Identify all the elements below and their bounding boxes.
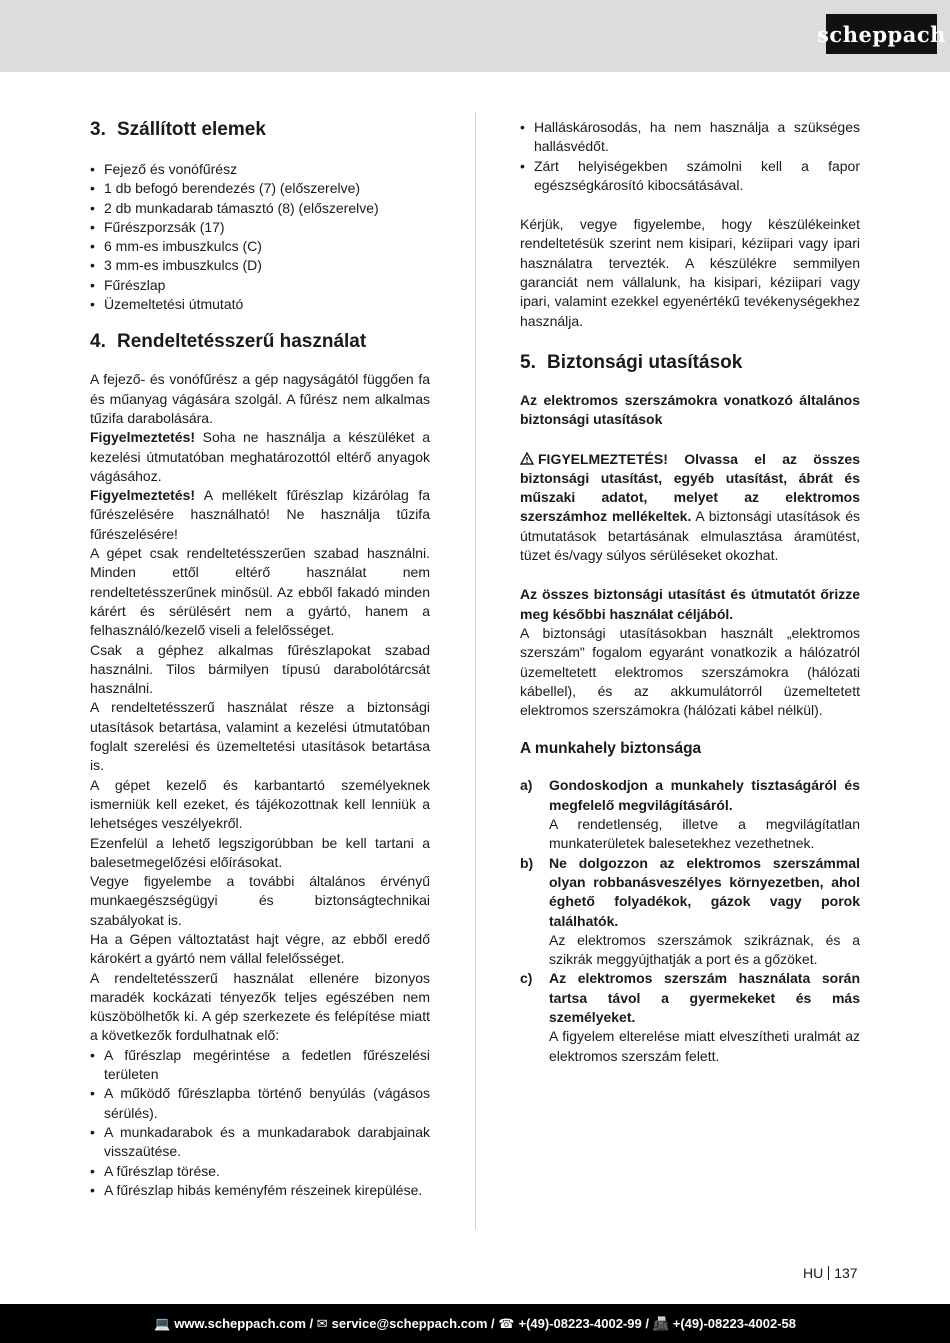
risk-list-continued <box>520 118 860 195</box>
paragraph: A rendeltetésszerű használat része a biztonsági utasítások betartása, valamint a kezelési útmutatóban foglalt szerelési és üzemeltetési utasítások betartása is. <box>90 699 430 774</box>
section-5-heading: 5. Biztonsági utasítások <box>520 351 743 373</box>
paragraph: Vegye figyelembe a további általános érvényű munkaegészségügyi és biztonságtechnikai szabályokat is. <box>90 873 430 928</box>
workplace-safety-heading: A munkahely biztonsága <box>520 740 702 758</box>
list-item: • Zárt helyiségekben számolni kell a fapor egészségkárosító kibocsátásával. <box>520 157 860 196</box>
safety-list <box>520 776 860 1065</box>
list-item: • A működő fűrészlapba történő benyúlás (vágásos sérülés). <box>90 1084 430 1123</box>
warning-paragraph: Figyelmeztetés! A mellékelt fűrészlap kizárólag fa fűrészelésére használható! Ne használja tűzifa fűrészelésére! <box>90 487 430 542</box>
paragraph: Csak a géphez alkalmas fűrészlapokat szabad használni. Tilos bármilyen típusú darabolótárcsát használni. <box>90 641 430 697</box>
paragraph: Ezenfelül a lehető legszigorúbban be kell tartani a balesetmegelőzési előírásokat. <box>90 834 430 870</box>
paragraph: A gépet csak rendeltetésszerűen szabad használni. Minden ettől eltérő használat nem rendeltetésszerűnek minősül. Az ebből fakadó minden kárért és sérülésért nem a gyártó, hanem a felhasználó/kezelő viseli a felelősséget. <box>90 545 430 639</box>
right-column <box>520 118 860 1066</box>
list-item: • 1 db befogó berendezés (7) (előszerelve) <box>90 179 430 198</box>
page-number <box>803 1265 858 1281</box>
list-item: • 6 mm-es imbuszkulcs (C) <box>90 237 430 256</box>
paragraph: A fejező- és vonófűrész a gép nagyságától függően fa és műanyag vágására szolgál. A fűrész nem alkalmas tűzifa darabolására. <box>90 371 430 426</box>
list-item: • Fűrészporzsák (17) <box>90 218 430 237</box>
list-item: • 3 mm-es imbuszkulcs (D) <box>90 256 430 275</box>
warning-paragraph: FIGYELMEZTETÉS! Olvassa el az összes biztonsági utasítást, egyéb utasítást, ábrát és műszaki adatot, melyet az elektromos szerszámhoz mellékeltek. A biztonsági utasítások és útmutatások betartásának elmulasztása áramütést, tüzet és/vagy súlyos sérüléseket okozhat. <box>520 450 860 564</box>
list-item: • A fűrészlap megérintése a fedetlen fűrészelési területen <box>90 1046 430 1085</box>
page-lang: HU <box>803 1265 824 1281</box>
warning-icon <box>520 452 534 465</box>
footer-web: www.scheppach.com <box>174 1316 306 1331</box>
email-icon: ✉ <box>316 1315 328 1331</box>
list-item: • Üzemeltetési útmutató <box>90 295 430 314</box>
list-item: • A fűrészlap hibás keményfém részeinek kirepülése. <box>90 1181 430 1200</box>
page-num: 137 <box>834 1265 858 1281</box>
brand-logo <box>817 14 946 54</box>
list-item: a) Gondoskodjon a munkahely tisztaságáról és megfelelő megvilágításáról. A rendetlenség, illetve a megvilágítatlan munkaterületek balesetekhez vezethetnek. <box>520 777 860 852</box>
section-3-heading: 3. Szállított elemek <box>90 119 266 140</box>
subheading: Az összes biztonsági utasítást és útmutatót őrizze meg későbbi használat céljából. <box>520 586 860 622</box>
footer-email: service@scheppach.com <box>331 1316 488 1331</box>
paragraph: Kérjük, vegye figyelembe, hogy készülékeinket rendeltetésük szerint nem kisipari, kéziipari vagy ipari használatra tervezték. A készülékre semmilyen garanciát nem vállalunk, ha kisipari, kéziipari vagy ipari, valamint ezekkel egyenértékű tevékenységekhez használja. <box>520 216 860 329</box>
list-item: • A fűrészlap törése. <box>90 1162 430 1181</box>
footer-fax: +(49)-08223-4002-58 <box>672 1316 796 1331</box>
paragraph: Ha a Gépen változtatást hajt végre, az ebből eredő károkért a gyártó nem vállal felelősséget. <box>90 930 430 967</box>
list-item: • Fűrészlap <box>90 276 430 295</box>
column-divider <box>475 112 476 1230</box>
footer-sep: / <box>305 1316 317 1331</box>
paragraph: A biztonsági utasításokban használt „elektromos szerszám" fogalom egyaránt vonatkozik a hálózatról üzemeltetett elektromos szerszámokra (hálózati kábellel), és az akkumulátorról üzemeltetett elektromos szerszámokra (hálózati kábel nélkül). <box>520 624 860 719</box>
list-item: c) Az elektromos szerszám használata során tartsa távol a gyermekeket és más személyeket. A figyelem elterelése miatt elveszítheti uralmát az elektromos szerszám felett. <box>520 970 860 1064</box>
page-separator <box>828 1266 829 1280</box>
footer-phone: +(49)-08223-4002-99 <box>518 1316 642 1331</box>
footer-sep: / <box>641 1316 653 1331</box>
computer-icon: 💻 <box>154 1315 171 1331</box>
warning-paragraph: Figyelmeztetés! Soha ne használja a készüléket a kezelési útmutatóban meghatározottól eltérő anyagok vágásához. <box>90 429 430 484</box>
delivery-list <box>90 160 430 314</box>
header-bar <box>0 0 950 72</box>
list-item: • Fejező és vonófűrész <box>90 160 430 179</box>
section-4-heading: 4. Rendeltetésszerű használat <box>90 331 367 353</box>
fax-icon: 📠 <box>652 1315 669 1331</box>
subheading: Az elektromos szerszámokra vonatkozó általános biztonsági utasítások <box>520 391 860 428</box>
list-item: • A munkadarabok és a munkadarabok darabjainak visszaütése. <box>90 1123 430 1162</box>
risk-list <box>90 1046 430 1200</box>
list-item: • 2 db munkadarab támasztó (8) (előszerelve) <box>90 199 430 218</box>
list-item: b) Ne dolgozzon az elektromos szerszámmal olyan robbanásveszélyes környezetben, ahol éghető folyadékok, gázok vagy porok találhatók. Az elektromos szerszámok szikráznak, és a szikrák meggyújthatják a port és a gőzöket. <box>520 854 860 968</box>
brand-name: scheppach <box>817 21 946 47</box>
footer-sep: / <box>487 1316 499 1331</box>
paragraph: A rendeltetésszerű használat ellenére bizonyos maradék kockázati tényezők teljes egészében nem küszöbölhetők ki. A gép szerkezete és felépítése miatt a következők fordulhatnak elő: <box>90 969 430 1044</box>
left-column <box>90 118 430 1200</box>
footer-bar <box>0 1304 950 1343</box>
phone-icon: ☎ <box>498 1315 515 1331</box>
paragraph: A gépet kezelő és karbantartó személyeknek ismerniük kell ezeket, és tájékozottnak kell lenniük a lehetséges veszélyekről. <box>90 776 430 832</box>
list-item: • Halláskárosodás, ha nem használja a szükséges hallásvédőt. <box>520 118 860 157</box>
